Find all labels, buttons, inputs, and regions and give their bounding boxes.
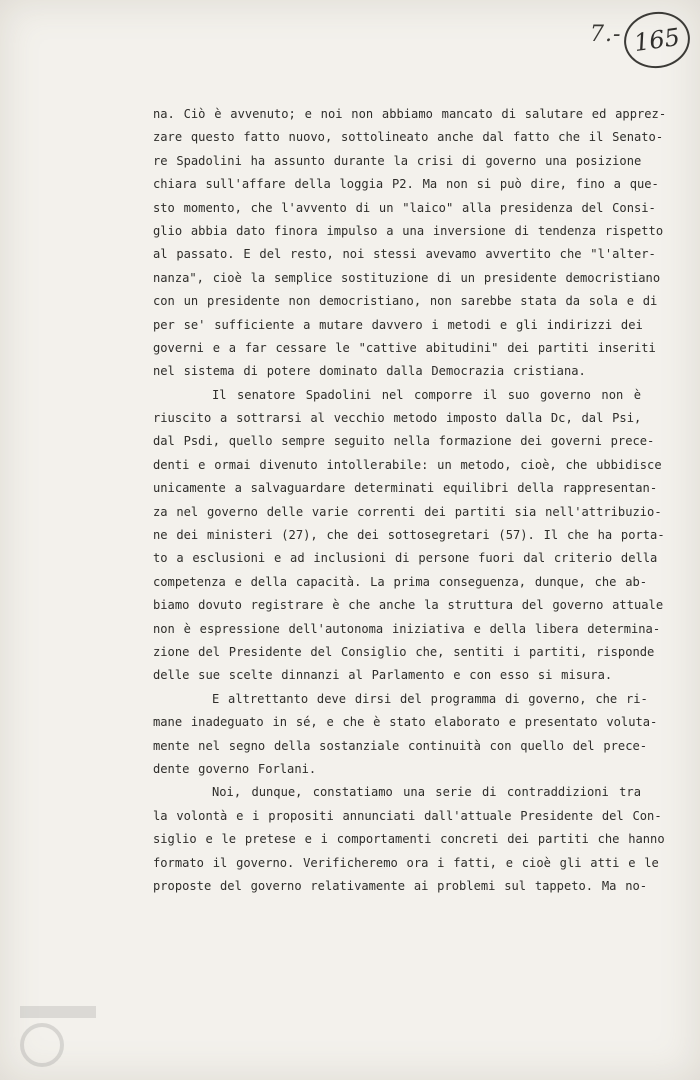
- text-line: formato il governo. Verificheremo ora i fatti, e cioè gli atti e le: [153, 855, 659, 870]
- text-line: chiara sull'affare della loggia P2. Ma non si può dire, fino a que-: [153, 177, 659, 192]
- text-line: unicamente a salvaguardare determinati equilibri della rappresentan-: [153, 481, 658, 496]
- text-line: Il senatore Spadolini nel comporre il suo governo non è: [212, 387, 641, 402]
- text-line: competenza e della capacità. La prima conseguenza, dunque, che ab-: [153, 574, 648, 589]
- text-line: governi e a far cessare le "cattive abitudini" dei partiti inseriti: [153, 340, 656, 355]
- text-line: E altrettanto deve dirsi del programma di governo, che ri-: [212, 691, 648, 706]
- text-line: dal Psdi, quello sempre seguito nella formazione dei governi prece-: [153, 434, 655, 449]
- text-line: con un presidente non democristiano, non sarebbe stata da sola e di: [153, 294, 658, 309]
- text-line: nel sistema di potere dominato dalla Democrazia cristiana.: [153, 364, 586, 379]
- text-line: nanza", cioè la semplice sostituzione di un presidente democristiano: [153, 270, 661, 285]
- text-line: zione del Presidente del Consiglio che, sentiti i partiti, risponde: [153, 644, 655, 659]
- watermark-emblem-icon: [12, 1000, 102, 1070]
- text-line: re Spadolini ha assunto durante la crisi di governo una posizione: [153, 153, 642, 168]
- text-line: na. Ciò è avvenuto; e noi non abbiamo mancato di salutare ed apprez-: [153, 107, 667, 121]
- archive-watermark-logo: [12, 1000, 102, 1070]
- text-line: glio abbia dato finora impulso a una inversione di tendenza rispetto: [153, 223, 664, 238]
- text-line: Noi, dunque, constatiamo una serie di contraddizioni tra: [212, 785, 641, 800]
- text-line: la volontà e i propositi annunciati dall'attuale Presidente del Con-: [153, 808, 662, 823]
- text-line: non è espressione dell'autonoma iniziativa e della libera determina-: [153, 621, 661, 636]
- text-line: biamo dovuto registrare è che anche la struttura del governo attuale: [153, 598, 664, 613]
- text-line: per se' sufficiente a mutare davvero i metodi e gli indirizzi dei: [153, 317, 643, 332]
- stamp-number: 165: [632, 22, 682, 58]
- archive-stamp: [620, 8, 693, 73]
- text-line: delle sue scelte dinnanzi al Parlamento e con esso si misura.: [153, 668, 613, 683]
- text-line: riuscito a sottrarsi al vecchio metodo imposto dalla Dc, dal Psi,: [153, 411, 642, 426]
- text-line: za nel governo delle varie correnti dei partiti sia nell'attribuzio-: [153, 504, 662, 519]
- text-line: proposte del governo relativamente ai problemi sul tappeto. Ma no-: [153, 878, 648, 893]
- text-line: denti e ormai divenuto intollerabile: un metodo, cioè, che ubbidisce: [153, 457, 662, 472]
- text-line: zare questo fatto nuovo, sottolineato anche dal fatto che il Senato-: [153, 130, 664, 145]
- text-line: al passato. E del resto, noi stessi avevamo avvertito che "l'alter-: [153, 247, 656, 262]
- page-number: 7.-: [590, 22, 622, 47]
- text-line: mente nel segno della sostanziale continuità con quello del prece-: [153, 738, 648, 753]
- text-line: mane inadeguato in sé, e che è stato elaborato e presentato voluta-: [153, 715, 658, 730]
- text-line: sto momento, che l'avvento di un "laico" alla presidenza del Consi-: [153, 200, 656, 215]
- text-line: siglio e le pretese e i comportamenti concreti dei partiti che hanno: [153, 832, 665, 847]
- text-line: dente governo Forlani.: [153, 761, 317, 776]
- document-body: [153, 103, 667, 898]
- text-line: to a esclusioni e ad inclusioni di persone fuori dal criterio della: [153, 551, 658, 566]
- text-line: ne dei ministeri (27), che dei sottosegretari (57). Il che ha porta-: [153, 528, 665, 543]
